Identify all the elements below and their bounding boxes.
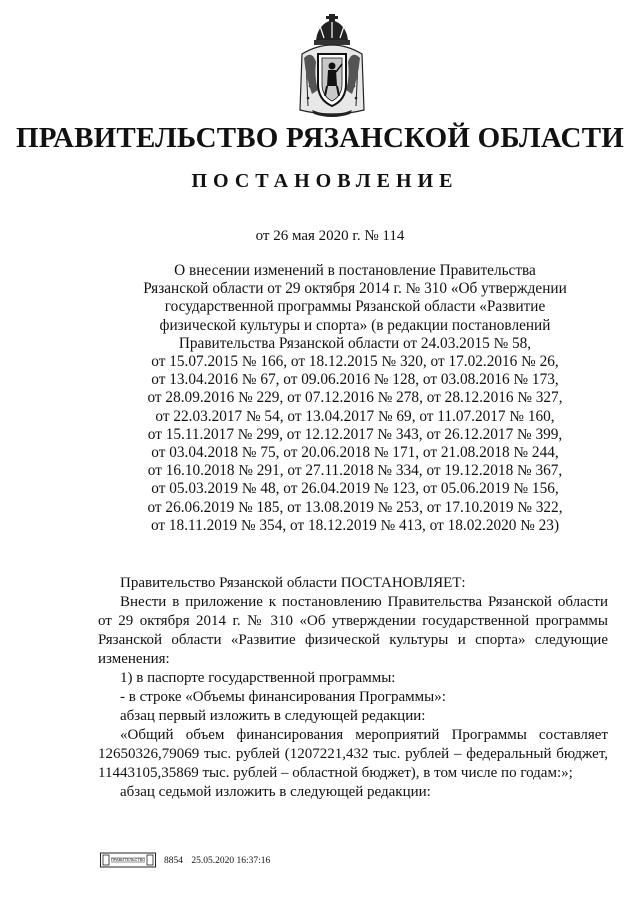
subject-line: от 16.10.2018 № 291, от 27.11.2018 № 334, от 19.12.2018 № 367, (147, 462, 563, 480)
subject-line: от 18.11.2019 № 354, от 18.12.2019 № 413, от 18.02.2020 № 23) (150, 516, 560, 534)
document-type-heading: ПОСТАНОВЛЕНИЕ (191, 170, 459, 192)
document-body (98, 574, 608, 802)
amendment-paragraph: Внести в приложение к постановлению Правительства Рязанской области от 29 октября 2014 г. № 310 «Об утверждении государственной программы Рязанской области «Развитие физической культуры и спорта» следующие изменения: (98, 594, 608, 667)
resolution-paragraph: Правительство Рязанской области ПОСТАНОВЛЯЕТ: (120, 575, 466, 591)
footer-doc-id: 8854 (164, 856, 183, 866)
document-date-number: от 26 мая 2020 г. № 114 (255, 228, 405, 244)
subject-line: от 03.04.2018 № 75, от 20.06.2018 № 171, от 21.08.2018 № 244, (151, 444, 559, 462)
subject-line: от 13.04.2016 № 67, от 09.06.2016 № 128, от 03.08.2016 № 173, (151, 371, 559, 389)
subject-line: от 22.03.2017 № 54, от 13.04.2017 № 69, от 11.07.2017 № 160, (155, 407, 555, 425)
subject-line: от 15.07.2015 № 166, от 18.12.2015 № 320, от 17.02.2016 № 26, (151, 353, 559, 371)
subject-line: О внесении изменений в постановление Правительства (174, 262, 536, 279)
subject-line: государственной программы Рязанской области «Развитие (164, 298, 546, 316)
quoted-paragraph: «Общий объем финансирования мероприятий Программы составляет 12650326,79069 тыс. рублей (1207221,432 тыс. рублей – федеральный бюджет, 11443105,35869 тыс. рублей – областной бюджет), в том числе по годам:»; (98, 727, 608, 781)
registration-stamp-icon (100, 850, 156, 870)
subject-line: от 05.03.2019 № 48, от 26.04.2019 № 123, от 05.06.2019 № 156, (151, 480, 559, 498)
footer-registration (100, 850, 360, 872)
list-item: абзац первый изложить в следующей редакции: (120, 708, 426, 724)
subject-line: Правительства Рязанской области от 24.03.2015 № 58, (178, 334, 532, 352)
coat-of-arms-icon (298, 14, 366, 120)
document-subject (120, 262, 590, 535)
footer-timestamp: 25.05.2020 16:37:16 (191, 856, 271, 866)
subject-line: от 28.09.2016 № 229, от 07.12.2016 № 278, от 28.12.2016 № 327, (147, 389, 563, 407)
subject-line: от 26.06.2019 № 185, от 13.08.2019 № 253, от 17.10.2019 № 322, (147, 498, 563, 516)
list-item: абзац седьмой изложить в следующей редакции: (120, 784, 431, 800)
subject-line: Рязанской области от 29 октября 2014 г. № 310 «Об утверждении (143, 280, 567, 298)
list-item: 1) в паспорте государственной программы: (120, 670, 396, 686)
stamp-text: ПРАВИТЕЛЬСТВО (110, 857, 146, 862)
list-item: - в строке «Объемы финансирования Программы»: (120, 689, 446, 705)
subject-line: от 15.11.2017 № 299, от 12.12.2017 № 343, от 26.12.2017 № 399, (147, 425, 563, 443)
government-title: ПРАВИТЕЛЬСТВО РЯЗАНСКОЙ ОБЛАСТИ (16, 122, 624, 154)
footer-text (164, 856, 276, 866)
subject-line: физической культуры и спорта» (в редакции постановлений (159, 316, 551, 334)
